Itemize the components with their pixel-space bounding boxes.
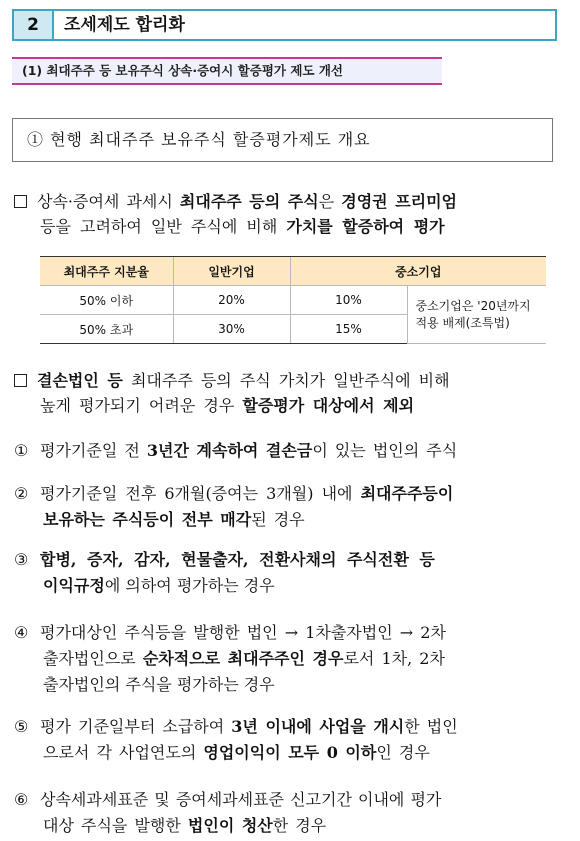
item-marker: ⑥ — [14, 790, 29, 809]
list-item: ⑤ 평가 기준일부터 소급하여 3년 이내에 사업을 개시한 법인 으로서 각 사업연도의 영업이익이 모두 0 이하인 경우 — [14, 714, 458, 766]
table-cell: 15% — [290, 315, 407, 344]
list-item: ② 평가기준일 전후 6개월(증여는 3개월) 내에 최대주주등이 보유하는 주식등이 전부 매각된 경우 — [14, 481, 453, 533]
table-cell: 20% — [173, 286, 290, 315]
overview-box: ① 현행 최대주주 보유주식 할증평가제도 개요 — [12, 118, 553, 162]
section-title: 조세제도 합리화 — [64, 15, 185, 35]
item-marker: ④ — [14, 623, 29, 642]
paragraph-2-line-1: 결손법인 등 최대주주 등의 주식 가치가 일반주식에 비해 — [14, 368, 559, 393]
table-cell: 50% 초과 — [40, 315, 173, 344]
checkbox-square-icon — [14, 374, 27, 387]
section-header — [12, 9, 557, 41]
item-marker: ③ — [14, 550, 29, 569]
table-header-cell: 일반기업 — [173, 257, 290, 286]
table-cell: 30% — [173, 315, 290, 344]
table-cell: 50% 이하 — [40, 286, 173, 315]
premium-rate-table — [40, 256, 546, 344]
table-header-row — [40, 257, 546, 286]
list-item: ⑥ 상속세과세표준 및 증여세과세표준 신고기간 이내에 평가 대상 주식을 발행한 법인이 청산한 경우 — [14, 787, 441, 839]
item-marker: ⑤ — [14, 717, 29, 736]
subsection-title: (1) 최대주주 등 보유주식 상속·증여시 할증평가 제도 개선 — [12, 57, 442, 85]
table-note-cell: 중소기업은 '20년까지 적용 배제(조특법) — [407, 286, 546, 344]
paragraph-1-line-2: 등을 고려하여 일반 주식에 비해 가치를 할증하여 평가 — [40, 217, 445, 236]
table-cell: 10% — [290, 286, 407, 315]
table-header-cell: 중소기업 — [290, 257, 546, 286]
item-marker: ② — [14, 484, 29, 503]
list-item: ① 평가기준일 전 3년간 계속하여 결손금이 있는 법인의 주식 — [14, 438, 457, 464]
paragraph-2 — [14, 368, 559, 418]
list-item: ④ 평가대상인 주식등을 발행한 법인 → 1차출자법인 → 2차 출자법인으로 순차적으로 최대주주인 경우로서 1차, 2차 출자법인의 주식을 평가하는 경우 — [14, 620, 446, 698]
list-item: ③ 합병, 증자, 감자, 현물출자, 전환사채의 주식전환 등 이익규정에 의하여 평가하는 경우 — [14, 547, 435, 599]
table-row — [40, 286, 546, 315]
checkbox-square-icon — [14, 195, 27, 208]
item-marker: ① — [14, 441, 29, 460]
section-number: 2 — [14, 11, 54, 39]
paragraph-1 — [14, 189, 559, 239]
paragraph-2-line-2: 높게 평가되기 어려운 경우 할증평가 대상에서 제외 — [40, 396, 415, 415]
paragraph-1-line-1: 상속·증여세 과세시 최대주주 등의 주식은 경영권 프리미엄 — [14, 189, 559, 214]
table-header-cell: 최대주주 지분율 — [40, 257, 173, 286]
